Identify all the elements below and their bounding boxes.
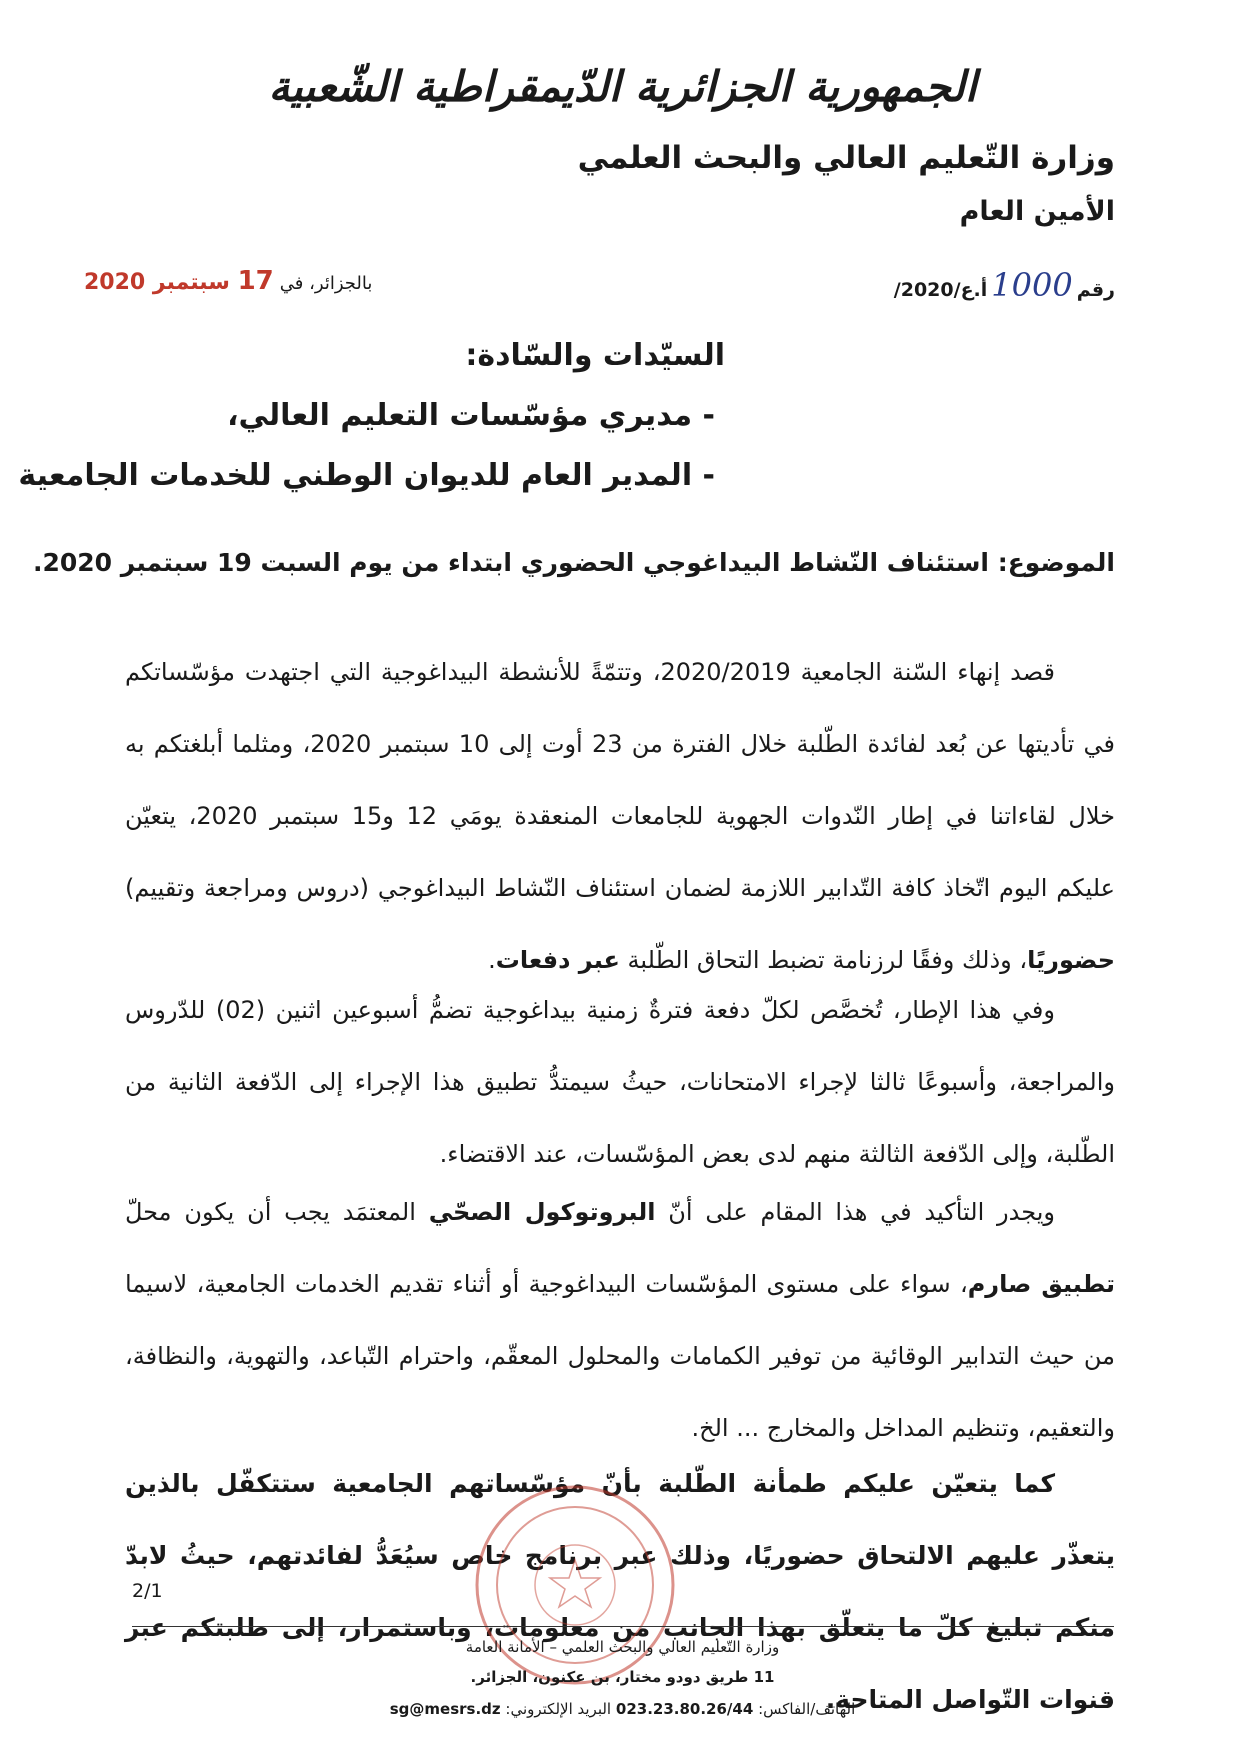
p3-text-c: ، سواء على مستوى المؤسّسات البيداغوجية أو أثناء تقديم الخدمات الجامعية، لاسيما من حيث التدابير الوقائية من توفير الكمامات والمحلول المعقّم، واحترام التّباعد، والتهوية، والنظافة، والتعقيم، وتنظيم المداخل والمخارج ... الخ. [125, 1270, 1115, 1442]
date-month: سبتمبر [152, 270, 230, 295]
p3-bold-strict: تطبيق صارم [967, 1270, 1115, 1298]
p1-end: . [488, 946, 496, 974]
footer-divider [132, 1626, 1114, 1627]
footer-ministry: وزارة التّعليم العالي والبحث العلمي – الأمانة العامة [465, 1638, 780, 1656]
date-day: 17 [237, 266, 274, 296]
footer-phone-label: الهاتف/الفاكس: [758, 1700, 856, 1718]
reference-handwritten-number: 1000 [991, 266, 1073, 304]
addressee-line-1: - مديري مؤسّسات التعليم العالي، [227, 398, 715, 433]
subject-line: الموضوع: استئناف النّشاط البيداغوجي الحضوري ابتداء من يوم السبت 19 سبتمبر 2020. [33, 548, 1115, 577]
p3-text-b: المعتمَد يجب أن يكون محلّ [125, 1198, 416, 1226]
p1-text-a: قصد إنهاء السّنة الجامعية 2020/2019، وتتمّةً للأنشطة البيداغوجية التي اجتهدت مؤسّساتكم في تأديتها عن بُعد لفائدة الطّلبة خلال الفترة من 23 أوت إلى 10 سبتمبر 2020، ومثلما أبلغتكم به خلال لقاءاتنا في إطار النّدوات الجهوية للجامعات المنعقدة يومَي 12 و15 سبتمبر 2020، يتعيّن عليكم اليوم اتّخاذ كافة التّدابير اللازمة لضمان استئناف النّشاط البيداغوجي (دروس ومراجعة وتقييم) [125, 658, 1116, 902]
date-prefix: بالجزائر، في [279, 273, 373, 294]
page-number: 2/1 [132, 1580, 163, 1602]
p1-bold-in-person: حضوريًا [1027, 946, 1115, 974]
letter-date [84, 266, 372, 296]
official-seal-stamp [470, 1480, 680, 1690]
footer-email-label: البريد الإلكتروني: [505, 1700, 612, 1718]
paragraph-1 [125, 636, 1115, 996]
footer-email[interactable]: sg@mesrs.dz [389, 1700, 501, 1718]
footer-address: 11 طريق دودو مختار، بن عكنون، الجزائر. [470, 1668, 775, 1686]
addressee-line-2: - المدير العام للديوان الوطني للخدمات الجامعية [18, 458, 715, 493]
p3-bold-protocol: البروتوكول الصحّي [428, 1198, 656, 1226]
paragraph-2: وفي هذا الإطار، تُخصَّص لكلّ دفعة فترةٌ زمنية بيداغوجية تضمُّ أسبوعين اثنين (02) للدّروس والمراجعة، وأسبوعًا ثالثا لإجراء الامتحانات، حيثُ سيمتدُّ تطبيق هذا الإجراء إلى الدّفعة الثانية من الطّلبة، وإلى الدّفعة الثالثة منهم لدى بعض المؤسّسات، عند الاقتضاء. [125, 996, 1115, 1168]
reference-number [894, 266, 1115, 304]
reference-suffix: /أ.ع/2020 [893, 279, 988, 301]
footer-contact [200, 1700, 1045, 1718]
reference-label: رقم [1076, 279, 1115, 301]
date-year: 2020 [84, 270, 146, 295]
footer-phone: 023.23.80.26/44 [615, 1700, 754, 1718]
paragraph-4: كما يتعيّن عليكم طمأنة الطّلبة بأنّ مؤسّساتهم الجامعية ستتكفّل بالذين يتعذّر عليهم الالتحاق حضوريًا، وذلك عبر برنامج خاص سيُعَدُّ لفائدتهم، حيثُ لابدّ منكم تبليغ كلّ ما يتعلّق بهذا الجانب من معلومات، وباستمرار، إلى طلبتكم عبر قنوات التّواصل المتاحة. [125, 1469, 1115, 1714]
p1-bold-batches: عبر دفعات [495, 946, 620, 974]
ministry-name: وزارة التّعليم العالي والبحث العلمي [577, 140, 1115, 176]
p1-text-b: ، وذلك وفقًا لرزنامة تضبط التحاق الطّلبة [627, 946, 1028, 974]
salutation: السيّدات والسّادة: [465, 338, 725, 373]
office-name: الأمين العام [959, 196, 1115, 227]
country-title: الجمهورية الجزائرية الدّيمقراطية الشّعبية [268, 62, 977, 111]
paragraph-3 [125, 1176, 1115, 1464]
date-stamp [84, 266, 274, 296]
p3-text-a: ويجدر التأكيد في هذا المقام على أنّ [668, 1198, 1055, 1226]
